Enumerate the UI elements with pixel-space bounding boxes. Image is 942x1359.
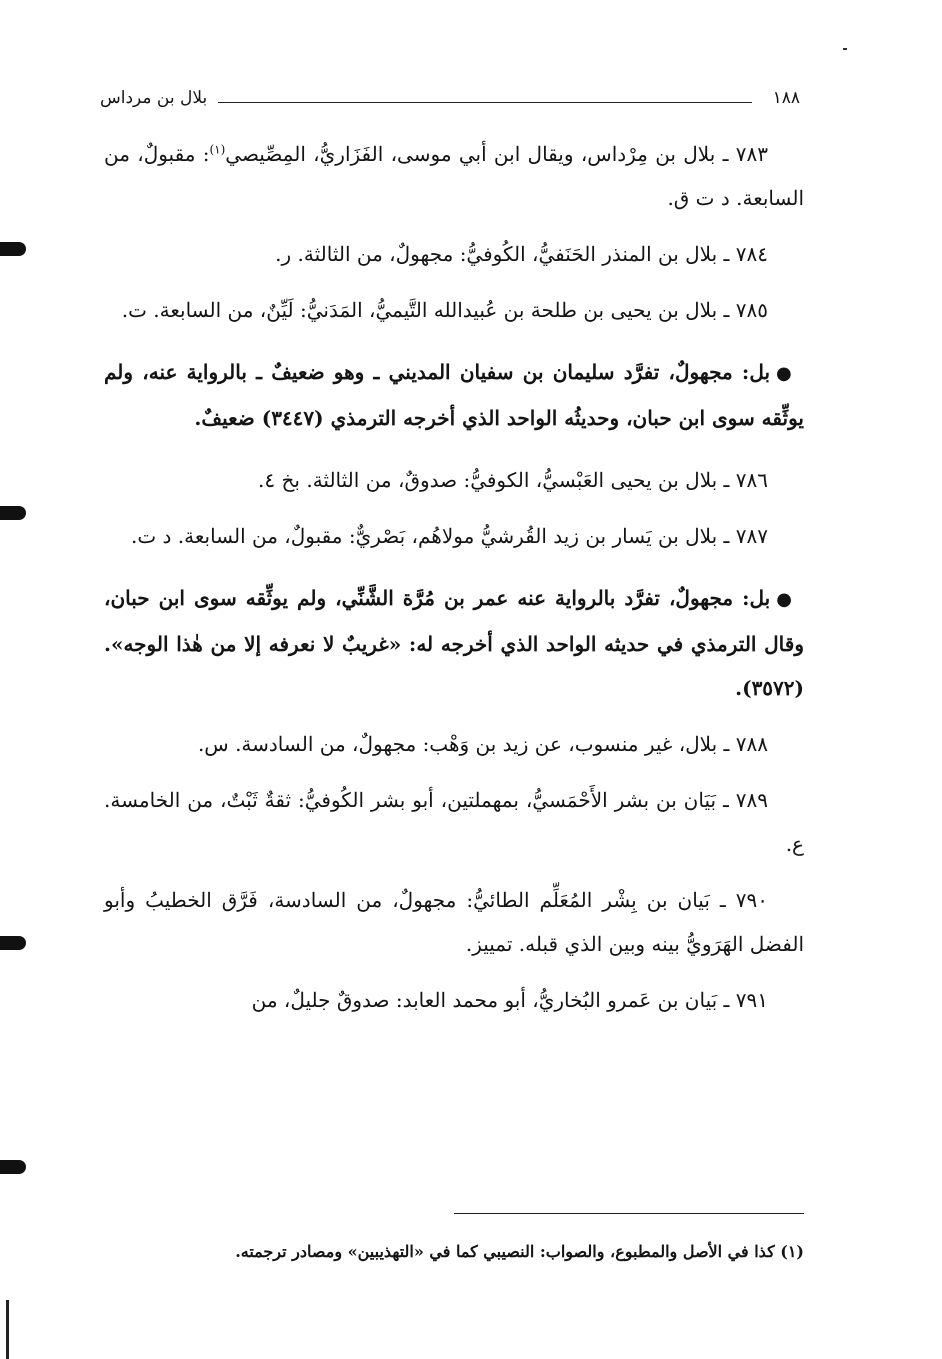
header-rule: [218, 102, 752, 103]
footnote: (١) كذا في الأصل والمطبوع، والصواب: النصيبي كما في «التهذيبين» ومصادر ترجمته.: [235, 1242, 804, 1261]
comment-1-text: بل: مجهولٌ، تفرَّد سليمان بن سفيان المديني ـ وهو ضعيفٌ ـ بالرواية عنه، ولم يوثِّقه سوى ابن حبان، وحديثُه الواحد الذي أخرجه الترمذي (٣٤٤٧) ضعيفٌ.: [104, 360, 804, 430]
header-title: بلال بن مرداس: [100, 88, 208, 108]
running-header: [100, 88, 800, 118]
footnote-ref[interactable]: (١): [209, 142, 226, 157]
binding-mark: [0, 506, 26, 520]
bullet-icon: ●: [776, 589, 794, 610]
page-body: [104, 132, 804, 1034]
entry-785: ٧٨٥ ـ بلال بن يحيى بن طلحة بن عُبيدالله التَّيميُّ، المَدَنيُّ: لَيِّنٌ، من السابعة. ت.: [121, 298, 768, 322]
entry-791: ٧٩١ ـ بَيان بن عَمرو البُخاريُّ، أبو محمد العابد: صدوقٌ جليلٌ، من: [251, 988, 768, 1012]
bullet-icon: ●: [776, 363, 794, 384]
entry-787: ٧٨٧ ـ بلال بن يَسار بن زيد القُرشيُّ مولاهُم، بَصْريٌّ: مقبولٌ، من السابعة. د ت.: [130, 524, 768, 548]
entry-788: ٧٨٨ ـ بلال، غير منسوب، عن زيد بن وَهْب: مجهولٌ، من السادسة. س.: [197, 732, 768, 756]
binding-mark: [0, 936, 26, 950]
footnote-rule: [454, 1213, 804, 1214]
entry-783: [104, 132, 804, 220]
comment-2-text: بل: مجهولٌ، تفرَّد بالرواية عنه عمر بن مُرَّة الشَّنِّي، ولم يوثِّقه سوى ابن حبان، وقال الترمذي في حديثه الواحد الذي أخرجه له: «غريبٌ لا نعرفه إلا من هٰذا الوجه». (٣٥٧٢).: [104, 586, 804, 700]
entry-790: ٧٩٠ ـ بَيان بن بِشْر المُعَلِّم الطائيُّ: مجهولٌ، من السادسة، فَرَّق الخطيبُ وأبو الفضل الهَرَويُّ بينه وبين الذي قبله. تمييز.: [104, 888, 804, 956]
comment-block-2: [104, 576, 804, 710]
entry-786: ٧٨٦ ـ بلال بن يحيى العَبْسيُّ، الكوفيُّ: صدوقٌ، من الثالثة. بخ ٤.: [258, 468, 768, 492]
binding-mark: [0, 1160, 26, 1174]
entry-783-text: ٧٨٣ ـ بلال بن مِرْداس، ويقال ابن أبي موسى، الفَزَاريُّ، المِصِّيصي: [225, 142, 768, 166]
scan-speck: [843, 48, 847, 50]
page-number: ١٨٨: [772, 88, 800, 108]
entry-789: ٧٨٩ ـ بَيَان بن بشر الأَحْمَسيُّ، بمهملتين، أبو بشر الكُوفيُّ: ثقةٌ ثَبْتٌ، من الخامسة. ع.: [104, 788, 804, 856]
binding-mark: [0, 242, 26, 256]
binding-edge: [6, 1300, 9, 1359]
entry-783-text-cont: : مقبولٌ، من السابعة. د ت ق.: [104, 142, 804, 210]
entry-784: ٧٨٤ ـ بلال بن المنذر الحَنَفيُّ، الكُوفيُّ: مجهولٌ، من الثالثة. ر.: [275, 242, 768, 266]
comment-block-1: [104, 350, 804, 440]
